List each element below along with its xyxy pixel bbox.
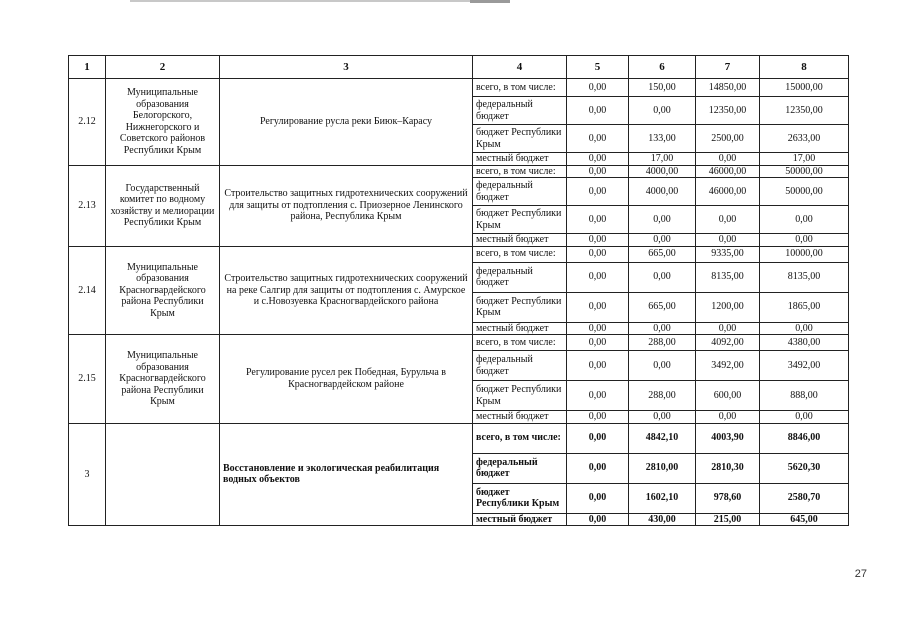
value-col-8: 0,00 xyxy=(760,206,849,234)
value-col-6: 0,00 xyxy=(629,322,696,335)
value-col-6: 0,00 xyxy=(629,97,696,125)
value-col-8: 10000,00 xyxy=(760,246,849,262)
value-col-5: 0,00 xyxy=(567,453,629,483)
budget-table-body xyxy=(69,79,849,526)
activity-description: Строительство защитных гидротехнических сооружений на реке Салгир для защиты от подтопления с. Амурское и с.Новозуевка Красногвардейского района xyxy=(220,246,473,335)
value-col-6: 4000,00 xyxy=(629,165,696,178)
value-col-5: 0,00 xyxy=(567,165,629,178)
value-col-7: 46000,00 xyxy=(696,178,760,206)
table-row xyxy=(69,335,849,351)
value-col-5: 0,00 xyxy=(567,153,629,166)
value-col-5: 0,00 xyxy=(567,423,629,453)
scan-artifact-mark xyxy=(470,0,510,3)
value-col-6: 133,00 xyxy=(629,125,696,153)
value-col-6: 17,00 xyxy=(629,153,696,166)
value-col-6: 150,00 xyxy=(629,79,696,97)
funding-source: всего, в том числе: xyxy=(473,335,567,351)
header-cell-8: 8 xyxy=(760,56,849,79)
responsible-organization: Муниципальные образования Белогорского, Нижнегорского и Советского районов Республики Крым xyxy=(106,79,220,166)
value-col-6: 2810,00 xyxy=(629,453,696,483)
responsible-organization: Муниципальные образования Красногвардейского района Республики Крым xyxy=(106,335,220,424)
value-col-5: 0,00 xyxy=(567,513,629,526)
scan-artifact-line xyxy=(130,0,510,2)
value-col-5: 0,00 xyxy=(567,381,629,411)
value-col-7: 2500,00 xyxy=(696,125,760,153)
funding-source: бюджет Республики Крым xyxy=(473,206,567,234)
value-col-7: 0,00 xyxy=(696,322,760,335)
table-row xyxy=(69,423,849,453)
value-col-5: 0,00 xyxy=(567,351,629,381)
funding-source: бюджет Республики Крым xyxy=(473,483,567,513)
value-col-6: 0,00 xyxy=(629,234,696,247)
funding-source: федеральный бюджет xyxy=(473,97,567,125)
funding-source: федеральный бюджет xyxy=(473,453,567,483)
value-col-8: 0,00 xyxy=(760,234,849,247)
responsible-organization: Государственный комитет по водному хозяйству и мелиорации Республики Крым xyxy=(106,165,220,246)
value-col-5: 0,00 xyxy=(567,292,629,322)
value-col-6: 4000,00 xyxy=(629,178,696,206)
value-col-6: 0,00 xyxy=(629,411,696,424)
value-col-6: 288,00 xyxy=(629,335,696,351)
header-cell-3: 3 xyxy=(220,56,473,79)
value-col-7: 4003,90 xyxy=(696,423,760,453)
value-col-5: 0,00 xyxy=(567,79,629,97)
value-col-5: 0,00 xyxy=(567,125,629,153)
page-number: 27 xyxy=(854,568,867,580)
value-col-6: 0,00 xyxy=(629,262,696,292)
funding-source: бюджет Республики Крым xyxy=(473,381,567,411)
value-col-8: 1865,00 xyxy=(760,292,849,322)
value-col-8: 2633,00 xyxy=(760,125,849,153)
value-col-8: 645,00 xyxy=(760,513,849,526)
value-col-7: 9335,00 xyxy=(696,246,760,262)
value-col-7: 978,60 xyxy=(696,483,760,513)
value-col-8: 50000,00 xyxy=(760,165,849,178)
value-col-5: 0,00 xyxy=(567,322,629,335)
activity-description: Строительство защитных гидротехнических сооружений для защиты от подтопления с. Приозерное Ленинского района, Республика Крым xyxy=(220,165,473,246)
value-col-7: 4092,00 xyxy=(696,335,760,351)
value-col-7: 8135,00 xyxy=(696,262,760,292)
funding-source: всего, в том числе: xyxy=(473,423,567,453)
item-number: 3 xyxy=(69,423,106,526)
value-col-8: 50000,00 xyxy=(760,178,849,206)
funding-source: всего, в том числе: xyxy=(473,246,567,262)
funding-source: федеральный бюджет xyxy=(473,178,567,206)
value-col-7: 46000,00 xyxy=(696,165,760,178)
value-col-8: 888,00 xyxy=(760,381,849,411)
value-col-8: 17,00 xyxy=(760,153,849,166)
value-col-8: 3492,00 xyxy=(760,351,849,381)
value-col-7: 14850,00 xyxy=(696,79,760,97)
value-col-8: 0,00 xyxy=(760,411,849,424)
funding-source: бюджет Республики Крым xyxy=(473,125,567,153)
value-col-5: 0,00 xyxy=(567,262,629,292)
value-col-7: 0,00 xyxy=(696,234,760,247)
value-col-8: 8135,00 xyxy=(760,262,849,292)
header-cell-4: 4 xyxy=(473,56,567,79)
budget-table xyxy=(68,55,849,526)
funding-source: всего, в том числе: xyxy=(473,165,567,178)
header-cell-7: 7 xyxy=(696,56,760,79)
header-row xyxy=(69,56,849,79)
item-number: 2.14 xyxy=(69,246,106,335)
value-col-5: 0,00 xyxy=(567,234,629,247)
activity-description: Регулирование русел рек Победная, Бурульча в Красногвардейском районе xyxy=(220,335,473,424)
value-col-5: 0,00 xyxy=(567,335,629,351)
value-col-6: 0,00 xyxy=(629,351,696,381)
value-col-7: 215,00 xyxy=(696,513,760,526)
value-col-6: 4842,10 xyxy=(629,423,696,453)
funding-source: бюджет Республики Крым xyxy=(473,292,567,322)
funding-source: всего, в том числе: xyxy=(473,79,567,97)
funding-source: местный бюджет xyxy=(473,234,567,247)
value-col-5: 0,00 xyxy=(567,178,629,206)
value-col-5: 0,00 xyxy=(567,411,629,424)
value-col-7: 0,00 xyxy=(696,206,760,234)
activity-description: Регулирование русла реки Биюк–Карасу xyxy=(220,79,473,166)
funding-source: местный бюджет xyxy=(473,513,567,526)
value-col-8: 5620,30 xyxy=(760,453,849,483)
value-col-5: 0,00 xyxy=(567,97,629,125)
header-cell-5: 5 xyxy=(567,56,629,79)
value-col-5: 0,00 xyxy=(567,246,629,262)
value-col-5: 0,00 xyxy=(567,206,629,234)
value-col-6: 665,00 xyxy=(629,246,696,262)
activity-description: Восстановление и экологическая реабилитация водных объектов xyxy=(220,423,473,526)
item-number: 2.13 xyxy=(69,165,106,246)
value-col-6: 665,00 xyxy=(629,292,696,322)
funding-source: федеральный бюджет xyxy=(473,262,567,292)
funding-source: федеральный бюджет xyxy=(473,351,567,381)
value-col-8: 2580,70 xyxy=(760,483,849,513)
table-row xyxy=(69,79,849,97)
value-col-8: 12350,00 xyxy=(760,97,849,125)
responsible-organization xyxy=(106,423,220,526)
value-col-8: 8846,00 xyxy=(760,423,849,453)
table-row xyxy=(69,246,849,262)
value-col-6: 288,00 xyxy=(629,381,696,411)
value-col-8: 15000,00 xyxy=(760,79,849,97)
value-col-6: 1602,10 xyxy=(629,483,696,513)
funding-source: местный бюджет xyxy=(473,322,567,335)
value-col-7: 1200,00 xyxy=(696,292,760,322)
item-number: 2.12 xyxy=(69,79,106,166)
header-cell-1: 1 xyxy=(69,56,106,79)
value-col-7: 3492,00 xyxy=(696,351,760,381)
value-col-8: 0,00 xyxy=(760,322,849,335)
value-col-8: 4380,00 xyxy=(760,335,849,351)
value-col-7: 600,00 xyxy=(696,381,760,411)
value-col-5: 0,00 xyxy=(567,483,629,513)
value-col-6: 0,00 xyxy=(629,206,696,234)
value-col-7: 0,00 xyxy=(696,153,760,166)
value-col-7: 12350,00 xyxy=(696,97,760,125)
table-row xyxy=(69,165,849,178)
value-col-7: 0,00 xyxy=(696,411,760,424)
funding-source: местный бюджет xyxy=(473,411,567,424)
header-cell-6: 6 xyxy=(629,56,696,79)
value-col-7: 2810,30 xyxy=(696,453,760,483)
responsible-organization: Муниципальные образования Красногвардейского района Республики Крым xyxy=(106,246,220,335)
funding-source: местный бюджет xyxy=(473,153,567,166)
value-col-6: 430,00 xyxy=(629,513,696,526)
item-number: 2.15 xyxy=(69,335,106,424)
header-cell-2: 2 xyxy=(106,56,220,79)
